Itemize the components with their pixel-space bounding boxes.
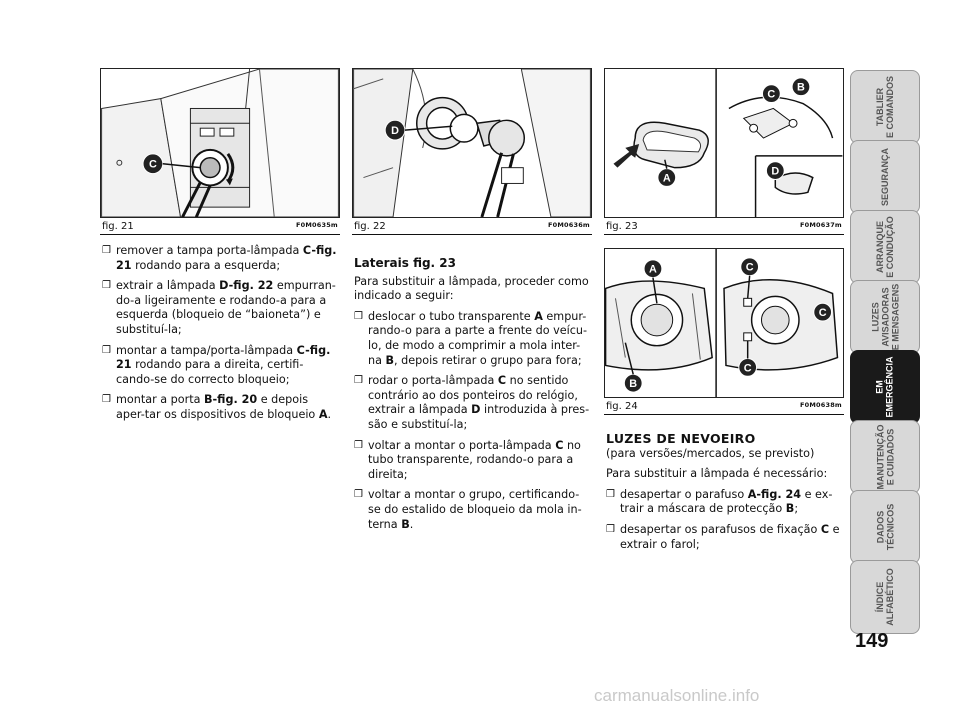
fig23-caption: fig. 23 <box>606 221 638 232</box>
fig22-code: F0M0636m <box>548 221 590 229</box>
list-item: ❒ desapertar o parafuso A-fig. 24 e ex-trair a máscara de protecção B; <box>606 488 842 517</box>
fig22-label-d: D <box>391 125 399 138</box>
fig24-caption: fig. 24 <box>606 401 638 412</box>
figure-23 <box>604 68 844 218</box>
section-heading-nevoeiro: LUZES DE NEVOEIRO <box>606 431 756 446</box>
left-column <box>102 244 338 429</box>
list-item: ❒ voltar a montar o grupo, certificando-se do estalido de bloqueio da mola in-terna B. <box>354 488 590 532</box>
list-item: ❒ voltar a montar o porta-lâmpada C no tubo transparente, rodando-o para a direita; <box>354 439 590 483</box>
fig21-illustration <box>101 69 339 217</box>
tab-manutencao-e-cuidados[interactable]: MANUTENÇÃO E CUIDADOS <box>850 420 920 494</box>
fig24-label-c2: C <box>818 307 827 320</box>
fig21-rule <box>100 234 340 235</box>
tab-tablier-e-comandos[interactable]: TABLIER E COMANDOS <box>850 70 920 144</box>
fig22-illustration <box>353 69 591 217</box>
fig23-illustration <box>605 69 843 217</box>
fig21-label-c: C <box>148 158 157 171</box>
list-item: ❒ montar a tampa/porta-lâmpada C-fig. 21 rodando para a direita, certifi-cando-se do correcto bloqueio; <box>102 344 338 388</box>
tab-arranque-e-conducao[interactable]: ARRANQUE E CONDUÇÃO <box>850 210 920 284</box>
fig23-label-c: C <box>767 88 776 101</box>
fig23-label-a: A <box>662 172 671 185</box>
fig24-label-c3: C <box>743 362 752 375</box>
page-number: 149 <box>855 630 889 652</box>
fig23-rule <box>604 234 844 235</box>
figure-24 <box>604 248 844 398</box>
fig24-rule <box>604 414 844 415</box>
fig23-label-b: B <box>797 81 805 94</box>
fig24-label-b: B <box>629 378 638 391</box>
section-heading-laterais: Laterais fig. 23 <box>354 256 456 270</box>
fig23-label-d: D <box>771 165 780 178</box>
tab-indice-alfabetico[interactable]: ÍNDICE ALFABÉTICO <box>850 560 920 634</box>
list-item: ❒ desapertar os parafusos de fixação C e extrair o farol; <box>606 523 842 552</box>
figure-22 <box>352 68 592 218</box>
fig21-caption: fig. 21 <box>102 221 134 232</box>
fig22-rule <box>352 234 592 235</box>
list-item: ❒ deslocar o tubo transparente A empur-rando-o para a parte a frente do veícu-lo, de modo a comprimir a mola inter-na B, depois retirar o grupo para fora; <box>354 310 590 368</box>
fig21-code: F0M0635m <box>296 221 338 229</box>
list-item: ❒ montar a porta B-fig. 20 e depois aper-tar os dispositivos de bloqueio A. <box>102 393 338 422</box>
tab-dados-tecnicos[interactable]: DADOS TÉCNICOS <box>850 490 920 564</box>
list-item: ❒ rodar o porta-lâmpada C no sentido contrário ao dos ponteiros do relógio, extrair a lâmpada D introduzida à pres-são e substituí-la; <box>354 374 590 432</box>
subheading: (para versões/mercados, se previsto) <box>606 446 815 460</box>
watermark: carmanualsonline.info <box>594 686 760 705</box>
fig23-code: F0M0637m <box>800 221 842 229</box>
figure-21 <box>100 68 340 218</box>
fig22-caption: fig. 22 <box>354 221 386 232</box>
fig24-code: F0M0638m <box>800 401 842 409</box>
right-column <box>606 432 842 558</box>
fig24-label-c1: C <box>745 261 754 274</box>
middle-column <box>354 256 590 538</box>
list-item: ❒ remover a tampa porta-lâmpada C-fig. 21 rodando para a esquerda; <box>102 244 338 273</box>
fig24-illustration <box>605 249 843 397</box>
intro-text: Para substituir a lâmpada, proceder como indicado a seguir: <box>354 274 589 303</box>
fig24-label-a: A <box>649 263 657 276</box>
tab-em-emergencia[interactable]: EM EMERGÊNCIA <box>850 350 920 424</box>
tab-seguranca[interactable]: SEGURANÇA <box>850 140 920 214</box>
tab-luzes-avisadoras[interactable]: LUZES AVISADORAS E MENSAGENS <box>850 280 920 354</box>
intro-text: Para substituir a lâmpada é necessário: <box>606 467 828 481</box>
list-item: ❒ extrair a lâmpada D-fig. 22 empurran-do-a ligeiramente e rodando-a para a esquerda (bloqueio de “baioneta”) e substituí-la; <box>102 279 338 337</box>
